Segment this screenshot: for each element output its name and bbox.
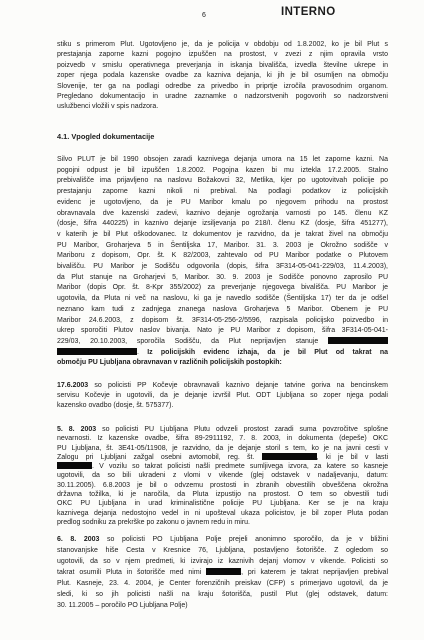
text-segment: , pri katerem je takrat neprijavljen prebival bbox=[241, 569, 389, 576]
text-line: sledi, ki so jih policisti našli na kraju šotorišča, pustil Plut (glej odstavek, datum: bbox=[57, 591, 388, 598]
text-line: (dosje, šifra 440225) in kaznivo dejanje izsiljevanja po 218/I. členu KZ (dosje, šifra 451277), bbox=[57, 220, 388, 228]
text-line: kazensko ovadbo (dosje, št. 575377). bbox=[57, 402, 174, 409]
text-line: v katerih je bil Plut oškodovanec. Iz dokumentov je razvidno, da je takrat živel na območju bbox=[57, 230, 388, 238]
text-line: ugotovili, da so v njem predmeti, ki izvirajo iz kaznivih dejanj vlomov v vikende. Policisti so bbox=[57, 558, 388, 565]
intro-paragraph bbox=[57, 40, 388, 113]
text-segment: so policisti PP Kočevje obravnavali kaznivo dejanje tatvine goriva na bencinskem bbox=[94, 382, 388, 389]
text-line: prebivališče ima prijavljeno na naslovu Božakovci 32, Metlika, kjer po ugotovitvah policije po bbox=[57, 177, 388, 185]
entry-paragraph bbox=[57, 534, 388, 611]
text-line: 30.11.2005). 6.8.2003 je bil o odvzemu prostosti in zbranih obvestilih obveščena okrožna bbox=[57, 481, 388, 489]
text-segment: , ki je bil v lasti bbox=[316, 453, 389, 461]
text-segment: 229/03, 20.10.2003, sporočila Sodišču, da Plut neprijavljen stanuje bbox=[57, 337, 319, 345]
entry-date: 5. 8. 2003 bbox=[57, 426, 97, 433]
entry-paragraph bbox=[57, 425, 388, 527]
text-segment: so policisti PU Ljubljana Plutu odvzeli prostost zaradi suma povzročitve splošne bbox=[102, 426, 388, 433]
text-line: Pregledano dokumentacijo in uradne zaznamke o nadzorstvenih pogovorih so nadzorstveni bbox=[57, 93, 388, 101]
text-line bbox=[57, 534, 388, 545]
text-line: prestajanju zaporne kazni nikoli ni prebival. Na podlagi podatkov iz policijskih bbox=[57, 188, 388, 196]
text-line: pogojni odpust je bil izpuščen 1.8.2002. Pogojna kazen bi mu iztekla 17.2.2005. Stalno bbox=[57, 166, 388, 174]
text-line: stiku s primerom Plut. Ugotovljeno je, da je policija v obdobju od 1.8.2002, ko je bil Plut s bbox=[57, 41, 388, 48]
text-line: Silvo PLUT je bil 1990 obsojen zaradi kaznivega dejanja umora na 15 let zaporne kazni. Na bbox=[57, 156, 388, 163]
text-line: kaznivega dejanja nedostojno vedel in ni upošteval ukaza policistov, je bil zoper Pluta podan bbox=[57, 509, 388, 517]
text-line: evidenc je ugotovljeno, da je PU Maribor kmalu po njegovem prihodu na prostost bbox=[57, 198, 388, 206]
text-line: OKC PU Ljubljana in urad kriminalistične policije PU Ljubljana. Ker se je na kraju bbox=[57, 500, 388, 508]
text-line: 30. 11.2005 – poročilo PO Ljubljana Polje) bbox=[57, 602, 188, 609]
text-segment: takrat osumili Pluta in šotorišče med nimi bbox=[57, 569, 202, 576]
classification-label: INTERNO bbox=[281, 6, 336, 18]
text-line: območju PU Ljubljana obravnavan v različnih policijskih postopkih: bbox=[57, 359, 282, 367]
text-line: Maribor 24.6.2003, z dopisom št. 3F314-05-256-2/5596, razpisala policijsko poizvedbo in bbox=[57, 316, 388, 324]
redaction-bar bbox=[57, 462, 92, 469]
text-line bbox=[57, 337, 388, 348]
text-line: Mariboru z dopisom, Opr. št. K 82/2003, zahtevalo od PU Maribor podatke o Plutovem bbox=[57, 252, 388, 260]
text-segment: so policisti PO Ljubljana Polje prejeli anonimno sporočilo, da je v bližini bbox=[106, 536, 388, 543]
entry-date: 17.6.2003 bbox=[57, 382, 89, 389]
text-line: predlog sodniku za prekrške po zakonu o javnem redu in miru. bbox=[57, 518, 250, 526]
text-segment: . V vozilu so takrat policisti našli predmete sumljivega izvora, za katere so kasneje bbox=[92, 463, 388, 471]
entry-paragraph bbox=[57, 381, 388, 411]
text-line: prestajanja zaporne kazni pogojno izpuščen na prostost, v zvezi z njim opravila vrsto bbox=[57, 51, 388, 59]
text-line: ugotovili, da so bili ukradeni z vlomi v vikende (glej odstavek v nadaljevanju, datum: bbox=[57, 472, 388, 480]
text-line: ugotovila, da Pluta ni več na naslovu, ki ga je navedlo sodišče (Šentiljska 17) ter da je odšel bbox=[57, 295, 388, 303]
text-line: poizvedb v smislu operativnega preverjanja in iskanja bivališča, izvedla številne ukrepe in bbox=[57, 61, 388, 69]
text-line bbox=[57, 462, 388, 471]
text-line bbox=[57, 381, 388, 391]
text-line: servisu Kočevje in ugotovili, da je dejanje izvršil Plut. ODT Ljubljana so zoper njega podali bbox=[57, 392, 388, 399]
text-segment: Zalogu pri Ljubljani zažgal osebni avtomobil, reg. št. bbox=[57, 453, 255, 461]
text-line: Maribor (dopis Opr. št. 8-Kpr 355/2002) za preverjanje njegovega bivališča. PU Maribor je bbox=[57, 284, 388, 292]
text-line: državna tožilka, ki je naročila, da Pluta izpustijo na prostost. O tem so obvestili tudi bbox=[57, 491, 388, 499]
redaction-bar bbox=[262, 453, 317, 460]
text-line: obravnavala dve kazenski zadevi, kaznivo dejanje ogrožanja varnosti po 145. členu KZ bbox=[57, 209, 388, 217]
text-line: PU Maribor, Groharjeva 5 in Šentiljska 17, Maribor. 31. 3. 2003 je Okrožno sodišče v bbox=[57, 241, 388, 249]
text-line: neznano kam tudi z zadnjega znanega naslova Groharjeva 5 Maribor. Obenem je PU bbox=[57, 305, 388, 313]
redaction-bar bbox=[328, 337, 388, 344]
entry-date: 6. 8. 2003 bbox=[57, 536, 100, 543]
text-line: zoper njega podala kazenske ovadbe za kazniva dejanja, ki jih je bil osumljen na območju bbox=[57, 72, 388, 80]
text-line bbox=[57, 348, 388, 359]
text-line: bivališču. PU Maribor je Sodišču odgovorila (dopis, šifra 3F314-05-041-229/03, 11.4.2003), bbox=[57, 263, 388, 271]
text-segment: . bbox=[137, 348, 139, 356]
bold-text-segment: Iz policijskih evidenc izhaja, da je bil Plut od takrat na bbox=[147, 348, 388, 356]
text-line: da Plut stanuje na Groharjevi 5, Maribor. 30. 9. 2003 je Sodišče ponovno zaprosilo PU bbox=[57, 273, 388, 281]
text-line bbox=[57, 453, 388, 462]
text-line bbox=[57, 425, 388, 434]
text-line: Plut. Kasneje, 23. 4. 2004, je Center forenzičnih preiskav (CFP) s primerjavo ugotovil, da je bbox=[57, 580, 388, 587]
text-line: Slovenije, ter ga na podlagi odredbe za privedbo in priprtje izročila pravosodnim organom. bbox=[57, 82, 388, 90]
text-line: ukrep sporočiti Plutov naslov bivanja. Nato je PU Maribor z dopisom, šifra 3F314-05-041- bbox=[57, 327, 388, 335]
section-heading: 4.1. Vpogled dokumentacije bbox=[57, 132, 155, 141]
section-paragraph bbox=[57, 155, 388, 369]
text-line bbox=[57, 567, 388, 578]
redaction-bar bbox=[57, 348, 137, 355]
text-line: nevarnosti. Iz kazenske ovadbe, šifra 89-2911192, 7. 8. 2003, in dokumenta (depeše) OKC bbox=[57, 435, 388, 443]
redaction-bar bbox=[206, 568, 241, 575]
page-number: 6 bbox=[202, 12, 206, 19]
text-line: uslužbenci vložili v spis nadzora. bbox=[57, 103, 159, 111]
text-line: stanovanjske hiše Cesta v Kresnice 76, Ljubljana, postavljeno šotorišče. Z ogledom so bbox=[57, 547, 388, 554]
text-line: PU Ljubljana, št. 3E41-05/11908, je razvidno, da je dejanje storil s tem, ko je na javni cesti v bbox=[57, 444, 388, 452]
